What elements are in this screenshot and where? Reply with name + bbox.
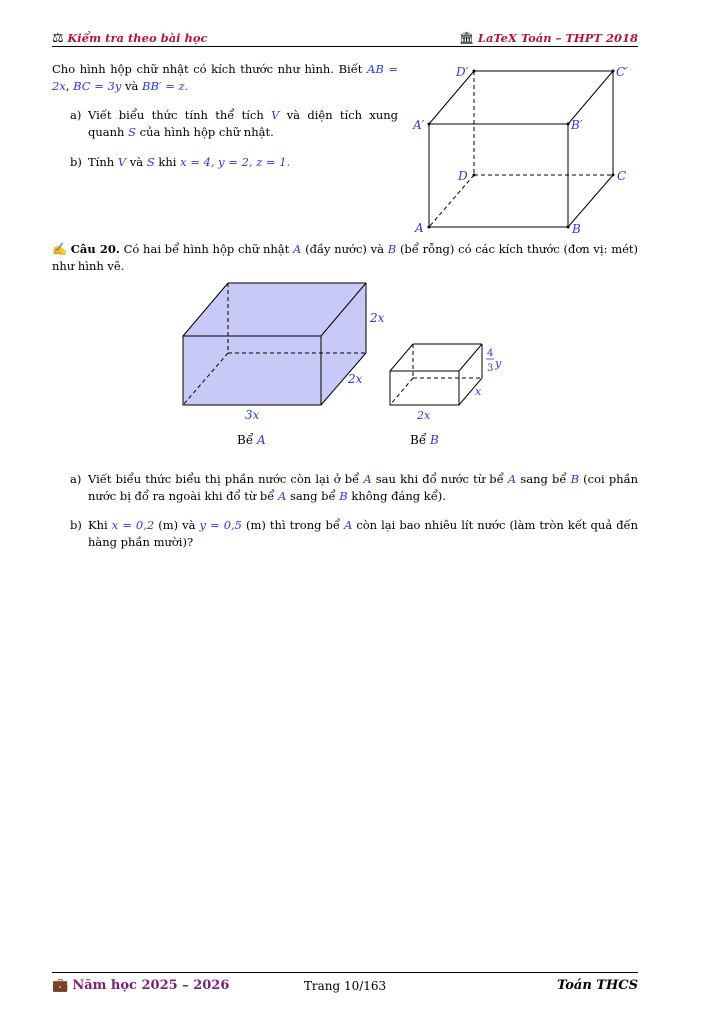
item-label: a) bbox=[70, 108, 82, 122]
question-title: Câu 20. bbox=[70, 242, 120, 256]
tank-a-caption-letter: A bbox=[257, 433, 266, 447]
tank-b-height-num: 4 bbox=[487, 348, 494, 359]
footer-year: Năm học 2025 – 2026 bbox=[72, 978, 230, 993]
item-text: sang bể bbox=[520, 472, 567, 486]
intro-bb: BB′ = z. bbox=[142, 78, 189, 93]
briefcase-icon: 💼 bbox=[52, 978, 69, 993]
tank-b bbox=[390, 344, 502, 447]
var-b: B bbox=[339, 488, 348, 503]
footer-page bbox=[300, 978, 390, 995]
var-a: A bbox=[293, 242, 302, 256]
value-x: x = 0,2 bbox=[111, 518, 155, 532]
item-text: của hình hộp chữ nhật. bbox=[139, 124, 274, 139]
q20-text: (đầy nước) và bbox=[305, 242, 384, 256]
item-text: và bbox=[129, 155, 144, 169]
var-a: A bbox=[278, 488, 287, 503]
tank-b-height-den: 3 bbox=[487, 363, 494, 374]
tank-a-depth: 2x bbox=[348, 372, 363, 386]
var-s: S bbox=[146, 155, 155, 169]
tank-a-caption-word: Bể bbox=[237, 433, 254, 447]
tank-a-width: 3x bbox=[245, 408, 260, 422]
university-icon: 🏛 bbox=[458, 31, 475, 45]
edit-icon: ✍ bbox=[52, 242, 68, 256]
label-c1: C′ bbox=[616, 65, 628, 79]
item-text: (m) và bbox=[158, 518, 196, 532]
item-text: Viết biểu thức tính thể tích bbox=[88, 108, 264, 122]
label-c: C bbox=[617, 169, 627, 183]
header-right bbox=[459, 30, 638, 47]
item-text: nước bị đổ ra ngoài khi đổ từ bể bbox=[88, 488, 275, 503]
footer-subject: Toán THCS bbox=[557, 978, 638, 993]
item-text: không đáng kể). bbox=[351, 488, 446, 503]
var-b: B bbox=[570, 472, 580, 486]
var-a: A bbox=[507, 472, 517, 486]
item-text: còn lại bao nhiêu lít nước (làm tròn kết quả đến bbox=[356, 518, 639, 532]
var-v: V bbox=[117, 155, 127, 169]
label-a1: A′ bbox=[413, 118, 425, 132]
tank-b-width: 2x bbox=[417, 409, 431, 422]
intro-text: Cho hình hộp chữ nhật có kích thước như hình. Biết bbox=[52, 62, 363, 76]
item-text: (coi phần bbox=[583, 472, 639, 486]
q20-statement bbox=[52, 241, 638, 275]
var-v: V bbox=[271, 108, 280, 122]
var-a: A bbox=[363, 472, 372, 486]
values: x = 4, y = 2, z = 1. bbox=[180, 155, 291, 169]
footer-left bbox=[52, 977, 229, 996]
var-a: A bbox=[343, 518, 353, 532]
label-b1: B′ bbox=[571, 118, 583, 132]
q19-intro: Cho hình hộp chữ nhật có kích thước như hình. Biết AB = 2x, BC = 3y và BB′ = z. bbox=[52, 62, 398, 93]
item-text: Khi bbox=[88, 518, 108, 532]
item-text: (m) thì trong bể bbox=[246, 518, 340, 532]
item-text: và diện tích xung quanh bbox=[88, 108, 399, 139]
header-right-text: LaTeX Toán – THPT 2018 bbox=[477, 31, 638, 45]
edge-cb bbox=[568, 175, 613, 227]
balance-scale-icon: ⚖ bbox=[52, 31, 64, 46]
header-left-text: Kiểm tra theo bài học bbox=[67, 31, 208, 45]
var-b: B bbox=[387, 242, 397, 256]
item-text: hàng phần mười)? bbox=[88, 534, 194, 549]
item-text: sau khi đổ nước từ bể bbox=[375, 472, 504, 486]
tanks-figure bbox=[170, 275, 520, 455]
tank-b-depth: x bbox=[475, 385, 482, 398]
item-text: sang bể bbox=[289, 488, 336, 503]
item-label: a) bbox=[70, 472, 82, 486]
value-y: y = 0,5 bbox=[199, 518, 242, 532]
intro-and: và bbox=[125, 78, 139, 93]
var-s: S bbox=[128, 124, 136, 139]
label-d: D bbox=[458, 169, 468, 183]
label-a: A bbox=[415, 221, 424, 235]
item-text: Tính bbox=[88, 155, 115, 169]
tank-b-caption-letter: B bbox=[430, 433, 439, 447]
footer-rule bbox=[52, 972, 638, 973]
item-text: khi bbox=[158, 155, 177, 169]
q20-text: Có hai bể hình hộp chữ nhật bbox=[123, 242, 290, 256]
label-d1: D′ bbox=[456, 65, 469, 79]
item-label: b) bbox=[70, 518, 82, 532]
tank-b-caption-word: Bể bbox=[410, 433, 427, 447]
cuboid-figure bbox=[405, 60, 640, 240]
tank-a-height: 2x bbox=[370, 311, 385, 325]
tank-a bbox=[183, 283, 385, 447]
edge-c1b1 bbox=[568, 71, 613, 124]
tank-b-height-var: y bbox=[495, 357, 502, 370]
intro-bc: BC = 3y bbox=[73, 78, 122, 93]
header-rule bbox=[52, 46, 638, 47]
q20-text: (bể rỗng) có các kích thước (đơn vị: mét) như hình vẽ. bbox=[52, 242, 639, 274]
item-label: b) bbox=[70, 155, 82, 169]
page-number: Trang 10/163 bbox=[303, 979, 387, 993]
label-b: B bbox=[572, 222, 581, 236]
footer-right bbox=[557, 977, 638, 996]
item-text: Viết biểu thức biểu thị phần nước còn lại ở bể bbox=[88, 472, 360, 486]
intro-ab: AB = 2x bbox=[52, 62, 398, 93]
